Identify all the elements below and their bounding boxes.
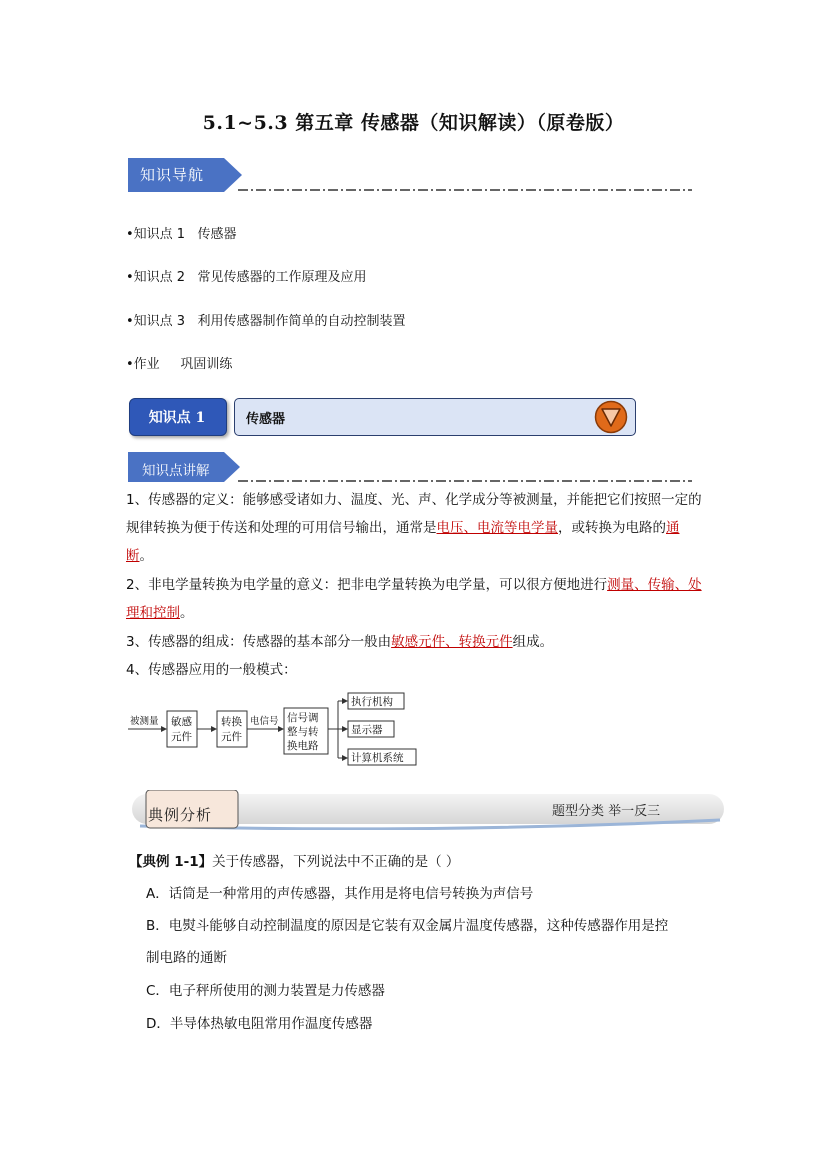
question-stem: 【典例 1-1】关于传感器，下列说法中不正确的是（ ） — [129, 854, 460, 870]
explain-paragraph-3: 3、传感器的组成：传感器的基本部分一般由敏感元件、转换元件组成。 — [126, 634, 554, 650]
flow-output-2: 显示器 — [351, 724, 383, 736]
flow-adjust-2: 整与转 — [287, 726, 319, 738]
flow-adjust-1: 信号调 — [287, 712, 319, 724]
toc-item-text: 常见传感器的工作原理及应用 — [197, 270, 367, 285]
option-b-continued: 制电路的通断 — [146, 950, 227, 966]
option-d[interactable]: D．半导体热敏电阻常用作温度传感器 — [146, 1016, 373, 1032]
page-title: 5.1~5.3 第五章 传感器（知识解读）（原卷版） — [202, 112, 625, 134]
option-a[interactable]: A．话筒是一种常用的声传感器，其作用是将电信号转换为声信号 — [146, 886, 534, 902]
option-b[interactable]: B．电熨斗能够自动控制温度的原因是它装有双金属片温度传感器，这种传感器作用是控 — [146, 918, 669, 934]
flow-convert-1: 转换 — [221, 716, 242, 728]
nav-tag-label: 知识导航 — [140, 166, 205, 184]
sensor-flow-diagram — [128, 692, 418, 770]
toc-item-text: 巩固训练 — [180, 357, 233, 372]
explain-paragraph-4: 4、传感器应用的一般模式： — [126, 662, 297, 678]
knowledge-point-title: 传感器 — [246, 412, 286, 427]
highlight-text: 敏感元件、转换元件 — [391, 634, 513, 650]
example-banner-subtitle: 题型分类 举一反三 — [552, 804, 661, 819]
option-c[interactable]: C．电子秤所使用的测力装置是力传感器 — [146, 983, 385, 999]
flow-output-1: 执行机构 — [351, 696, 393, 708]
highlight-text: 电压、电流等电学量 — [436, 520, 558, 536]
explain-paragraph-2: 2、非电学量转换为电学量的意义：把非电学量转换为电学量，可以很方便地进行测量、传输、处理和控制。 — [126, 577, 702, 621]
toc-item-label: •知识点 2 — [126, 270, 186, 285]
example-banner-label: 典例分析 — [148, 806, 213, 824]
explain-tag-line — [238, 452, 692, 486]
triangle-down-icon[interactable] — [594, 400, 628, 434]
knowledge-point-label: 知识点 1 — [148, 410, 206, 426]
toc-item-text: 利用传感器制作简单的自动控制装置 — [197, 314, 406, 329]
flow-convert-2: 元件 — [221, 731, 242, 743]
flow-adjust-3: 换电路 — [287, 740, 319, 752]
question-prefix: 【典例 1-1】 — [129, 854, 213, 870]
toc-item-text: 传感器 — [197, 227, 237, 242]
flow-sensitive-1: 敏感 — [171, 716, 192, 728]
highlight-text: 通断 — [126, 520, 680, 564]
flow-output-3: 计算机系统 — [351, 752, 404, 764]
toc-item-label: •知识点 1 — [126, 227, 186, 242]
toc-item-homework[interactable] — [126, 353, 232, 372]
flow-signal-label: 电信号 — [250, 716, 279, 727]
toc-item-1[interactable] — [126, 223, 237, 242]
knowledge-point-title-bar[interactable] — [234, 398, 636, 436]
highlight-text: 测量、传输、处理和控制 — [126, 577, 702, 621]
toc-item-label: •知识点 3 — [126, 314, 186, 329]
toc-item-3[interactable] — [126, 310, 406, 329]
explain-paragraph-1: 1、传感器的定义：能够感受诸如力、温度、光、声、化学成分等被测量，并能把它们按照一定的规律转换为便于传送和处理的可用信号输出，通常是电压、电流等电学量，或转换为电路的通断。 — [126, 492, 702, 564]
toc-item-label: •作业 — [126, 357, 160, 372]
toc-item-2[interactable] — [126, 266, 367, 285]
explain-tag-label: 知识点讲解 — [142, 463, 210, 479]
flow-sensitive-2: 元件 — [171, 731, 192, 743]
flow-input-label: 被测量 — [130, 716, 159, 727]
